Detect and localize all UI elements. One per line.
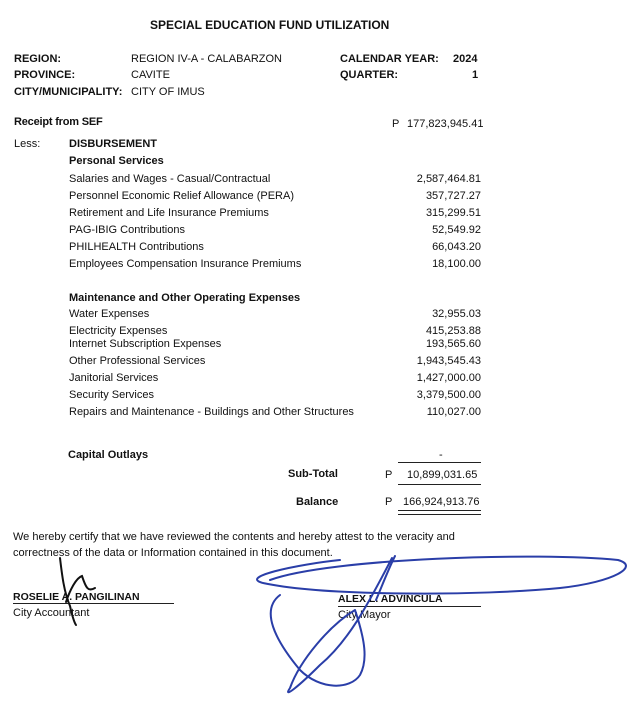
expense-name: Electricity Expenses [69,325,168,337]
document-title: SPECIAL EDUCATION FUND UTILIZATION [150,18,390,32]
province-value: CAVITE [131,69,170,81]
expense-name: Employees Compensation Insurance Premiums [69,258,302,270]
expense-amount: 3,379,500.00 [416,389,481,401]
subtotal-amount: 10,899,031.65 [407,469,478,481]
expense-amount: 193,565.60 [425,338,481,350]
quarter-value: 1 [472,69,479,81]
capital-outlays-heading: Capital Outlays [68,449,149,461]
subtotal-currency: P [385,469,393,481]
expense-amount: 52,549.92 [432,224,481,236]
balance-currency: P [385,496,393,508]
province-label: PROVINCE: [14,69,76,81]
certification-line-2: correctness of the data or Information contained in this document. [13,547,333,559]
personal-services-heading: Personal Services [69,155,164,167]
receipt-currency: P [392,118,400,130]
expense-amount: 18,100.00 [432,258,481,270]
balance-amount: 166,924,913.76 [403,496,480,508]
expense-name: Other Professional Services [69,355,206,367]
expense-name: Internet Subscription Expenses [69,338,222,350]
calendar-year-value: 2024 [453,53,478,65]
expense-amount: 66,043.20 [432,241,481,253]
calendar-year-label: CALENDAR YEAR: [340,53,439,65]
receipt-label: Receipt from SEF [14,116,103,128]
region-label: REGION: [14,53,62,65]
expense-amount: 415,253.88 [425,325,481,337]
expense-amount: 32,955.03 [432,308,481,320]
expense-amount: 2,587,464.81 [416,173,481,185]
expense-name: Personnel Economic Relief Allowance (PERA) [69,190,294,202]
receipt-amount: 177,823,945.41 [407,118,484,130]
expense-name: Janitorial Services [69,372,159,384]
signatory-accountant-position: City Accountant [13,607,90,619]
capital-outlays-amount: - [439,449,443,461]
disbursement-heading: DISBURSEMENT [69,138,158,150]
certification-line-1: We hereby certify that we have reviewed the contents and hereby attest to the veracity and [13,531,455,543]
expense-name: Repairs and Maintenance - Buildings and Other Structures [69,406,354,418]
expense-amount: 1,427,000.00 [416,372,481,384]
expense-name: PAG-IBIG Contributions [69,224,185,236]
signatory-mayor-position: City Mayor [338,609,391,621]
accountant-signature [60,558,95,625]
region-value: REGION IV-A - CALABARZON [131,53,282,65]
city-value: CITY OF IMUS [131,86,205,98]
subtotal-label: Sub-Total [288,468,338,480]
less-label: Less: [14,138,41,150]
expense-amount: 110,027.00 [426,406,481,418]
mooe-heading: Maintenance and Other Operating Expenses [69,292,301,304]
quarter-label: QUARTER: [340,69,399,81]
expense-name: Water Expenses [69,308,150,320]
expense-amount: 1,943,545.43 [416,355,481,367]
expense-name: Salaries and Wages - Casual/Contractual [69,173,271,185]
city-label: CITY/MUNICIPALITY: [14,86,123,98]
signatory-accountant-name: ROSELIE A. PANGILINAN [13,591,140,603]
expense-name: Retirement and Life Insurance Premiums [69,207,269,219]
expense-name: Security Services [69,389,154,401]
expense-amount: 357,727.27 [425,190,481,202]
balance-label: Balance [296,496,339,508]
expense-amount: 315,299.51 [425,207,481,219]
signatory-mayor-name: ALEX L. ADVINCULA [338,593,443,605]
expense-name: PHILHEALTH Contributions [69,241,204,253]
mayor-signature [257,556,626,692]
